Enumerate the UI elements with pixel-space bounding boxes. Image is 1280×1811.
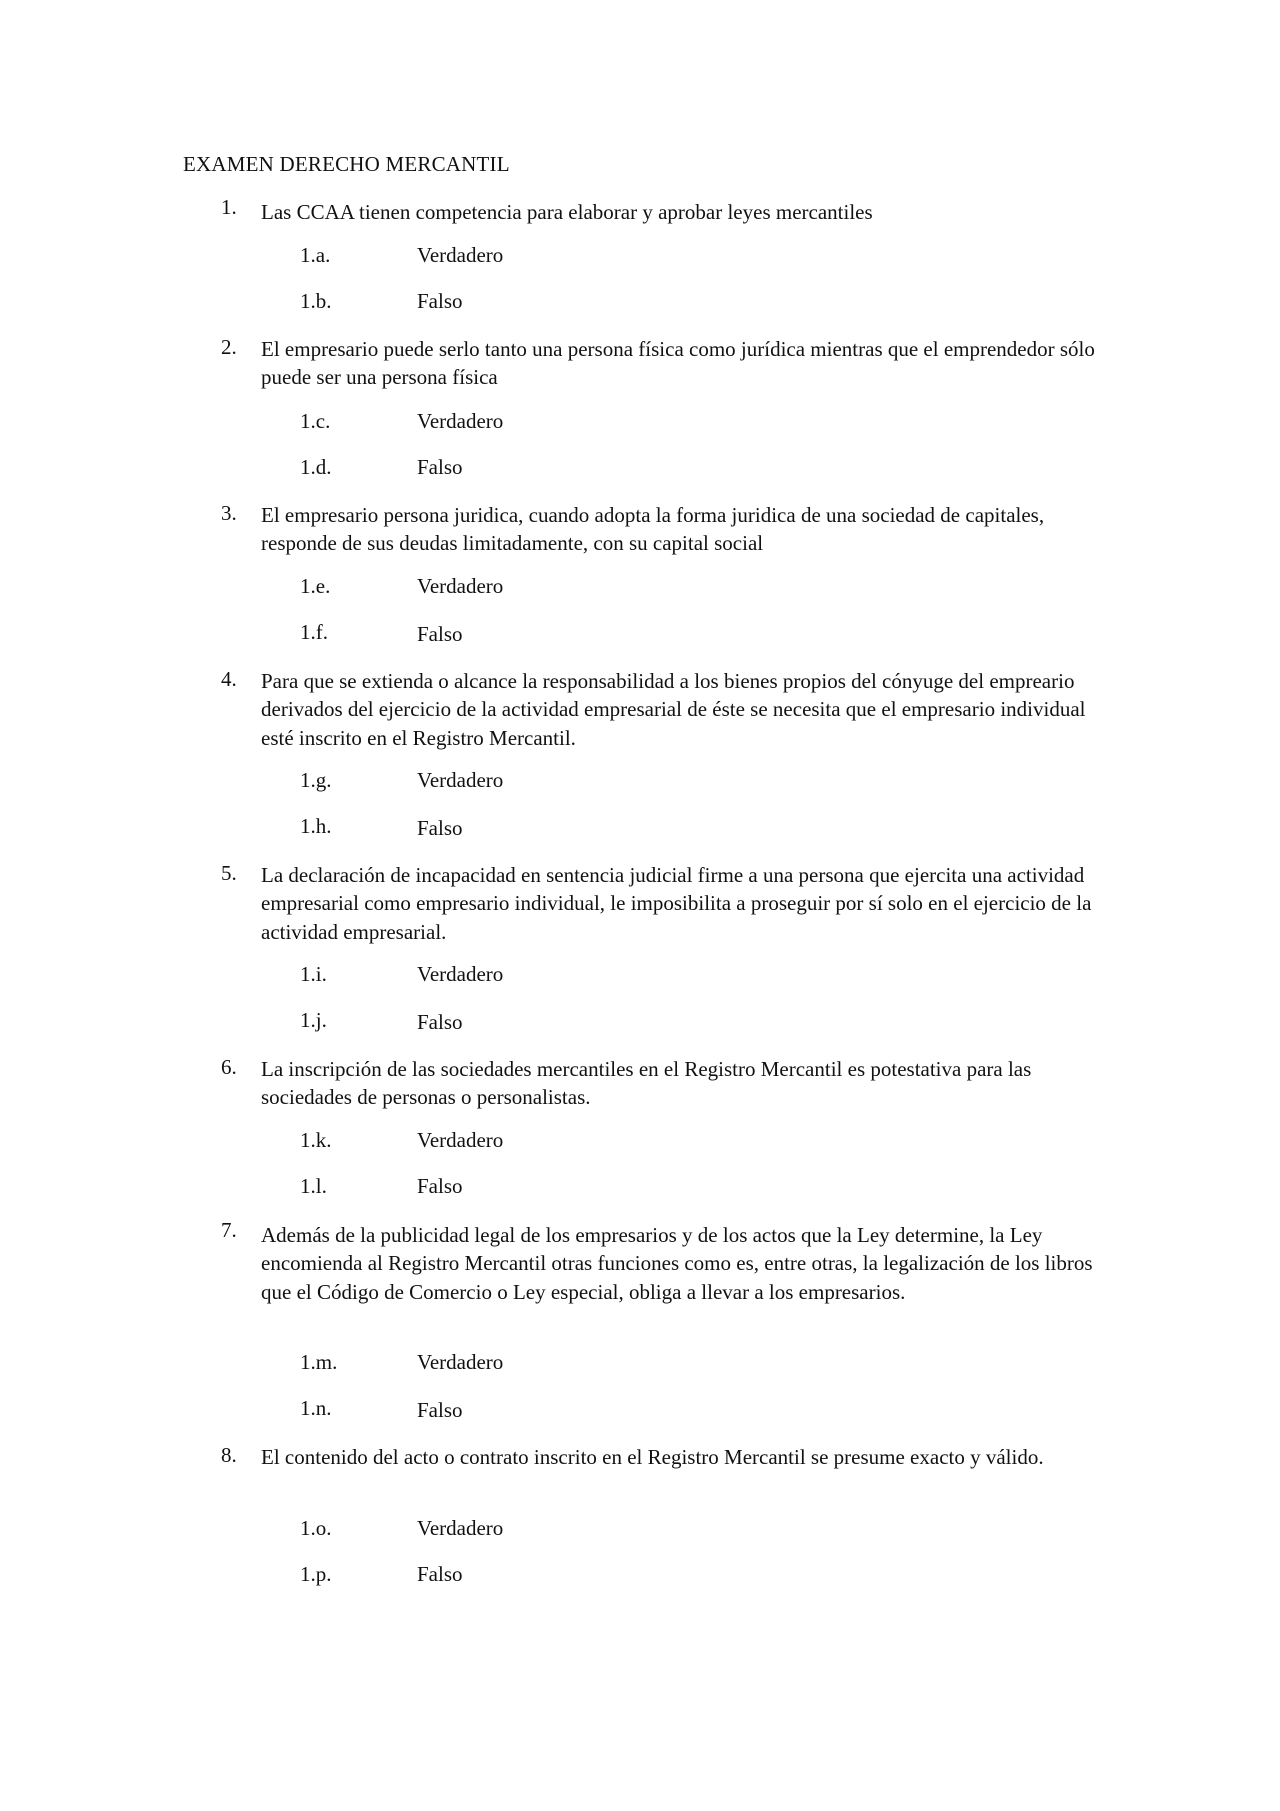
option-text: Verdadero: [417, 1516, 504, 1540]
option-label: 1.e.: [300, 574, 331, 598]
question-text: Para que se extienda o alcance la responsabilidad a los bienes propios del cónyuge del empreario derivados del ejercicio de la actividad empresarial de éste se necesita que el empresario individual esté inscrito en el Registro Mercantil.: [261, 669, 1086, 750]
question-number: 8.: [221, 1443, 237, 1467]
option-label: 1.a.: [300, 243, 331, 267]
question-text: El empresario puede serlo tanto una persona física como jurídica mientras que el emprendedor sólo puede ser una persona física: [261, 337, 1095, 390]
option-text: Falso: [417, 1398, 463, 1422]
option-text: Falso: [417, 455, 463, 479]
option-text: Verdadero: [417, 243, 504, 267]
option-label: 1.c.: [300, 409, 331, 433]
option-text: Verdadero: [417, 409, 504, 433]
question-number: 4.: [221, 667, 237, 691]
option-label: 1.h.: [300, 814, 332, 838]
option-text: Falso: [417, 622, 463, 646]
option-text: Falso: [417, 816, 463, 840]
question-text: Además de la publicidad legal de los empresarios y de los actos que la Ley determine, la Ley encomienda al Registro Mercantil otras funciones como es, entre otras, la legalización de los libros que el Código de Comercio o Ley especial, obliga a llevar a los empresarios.: [261, 1223, 1093, 1304]
question-text: El empresario persona juridica, cuando adopta la forma juridica de una sociedad de capitales, responde de sus deudas limitadamente, con su capital social: [261, 503, 1045, 556]
option-text: Verdadero: [417, 574, 504, 598]
option-text: Falso: [417, 1174, 463, 1198]
option-text: Verdadero: [417, 962, 504, 986]
option-label: 1.g.: [300, 768, 332, 792]
question-number: 7.: [221, 1218, 237, 1242]
option-label: 1.n.: [300, 1396, 332, 1420]
question-number: 1.: [221, 195, 237, 219]
option-label: 1.j.: [300, 1008, 327, 1032]
option-label: 1.k.: [300, 1128, 332, 1152]
option-label: 1.o.: [300, 1516, 332, 1540]
option-text: Verdadero: [417, 768, 504, 792]
question-text: El contenido del acto o contrato inscrito en el Registro Mercantil se presume exacto y válido.: [261, 1445, 1044, 1469]
option-text: Falso: [417, 289, 463, 313]
option-label: 1.d.: [300, 455, 332, 479]
option-label: 1.i.: [300, 962, 327, 986]
option-text: Verdadero: [417, 1128, 504, 1152]
option-label: 1.p.: [300, 1562, 332, 1586]
question-number: 5.: [221, 861, 237, 885]
page-title: EXAMEN DERECHO MERCANTIL: [183, 152, 510, 176]
option-label: 1.m.: [300, 1350, 338, 1374]
question-text: Las CCAA tienen competencia para elaborar y aprobar leyes mercantiles: [261, 200, 873, 224]
option-label: 1.f.: [300, 620, 328, 644]
option-text: Falso: [417, 1010, 463, 1034]
option-text: Falso: [417, 1562, 463, 1586]
option-text: Verdadero: [417, 1350, 504, 1374]
option-label: 1.l.: [300, 1174, 327, 1198]
question-text: La inscripción de las sociedades mercantiles en el Registro Mercantil es potestativa para las sociedades de personas o personalistas.: [261, 1057, 1032, 1110]
question-number: 6.: [221, 1055, 237, 1079]
question-text: La declaración de incapacidad en sentencia judicial firme a una persona que ejercita una actividad empresarial como empresario individual, le imposibilita a proseguir por sí solo en el ejercicio de la actividad empresarial.: [261, 863, 1092, 944]
option-label: 1.b.: [300, 289, 332, 313]
question-number: 3.: [221, 501, 237, 525]
question-number: 2.: [221, 335, 237, 359]
